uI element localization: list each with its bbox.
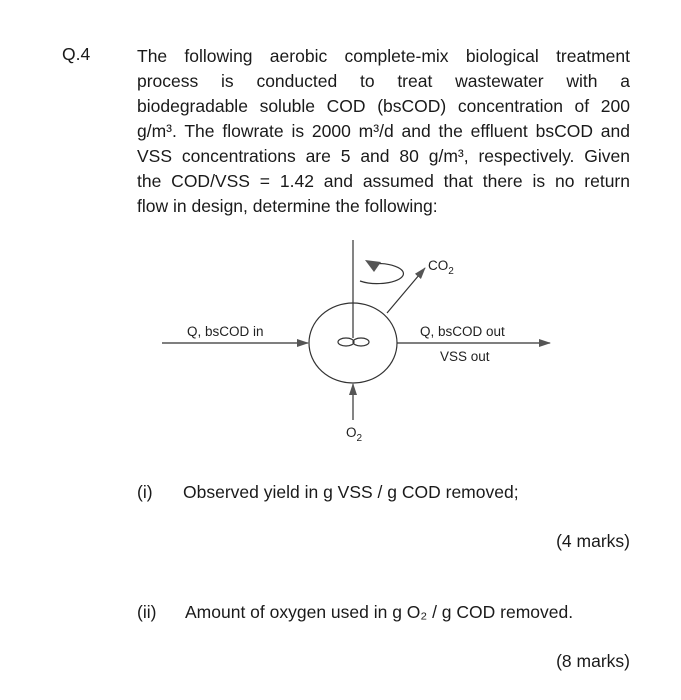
outlet-label-flow: Q, bsCOD out — [420, 324, 505, 339]
part-ii-text: Amount of oxygen used in g O₂ / g COD removed. — [185, 602, 574, 622]
impeller-icon — [338, 338, 369, 346]
inlet-label: Q, bsCOD in — [187, 324, 264, 339]
o2-label: $O_2$ — [346, 425, 363, 444]
question-line: VSS concentrations are 5 and 80 g/m³, respectively. Given — [137, 146, 630, 166]
question-number: Q.4 — [62, 44, 91, 64]
question-line: flow in design, determine the following: — [137, 196, 438, 216]
question-line: g/m³. The flowrate is 2000 m³/d and the effluent bsCOD and — [137, 121, 630, 141]
question-line: The following aerobic complete-mix biological treatment — [137, 46, 630, 66]
part-ii-marks: (8 marks) — [556, 651, 630, 671]
question-line: biodegradable soluble COD (bsCOD) concentration of 200 — [137, 96, 630, 116]
part-i-marks: (4 marks) — [556, 531, 630, 551]
part-i-label: (i) — [137, 482, 153, 502]
part-ii-label: (ii) — [137, 602, 157, 622]
part-i-text: Observed yield in g VSS / g COD removed; — [183, 482, 519, 502]
outlet-label-vss: VSS out — [440, 349, 490, 364]
co2-arrow — [387, 268, 425, 313]
question-line: the COD/VSS = 1.42 and assumed that there is no return — [137, 171, 630, 191]
co2-label: $CO_2$ — [428, 258, 454, 277]
rotation-arrow-icon — [360, 260, 403, 284]
question-line: process is conducted to treat wastewater with a — [137, 71, 630, 91]
